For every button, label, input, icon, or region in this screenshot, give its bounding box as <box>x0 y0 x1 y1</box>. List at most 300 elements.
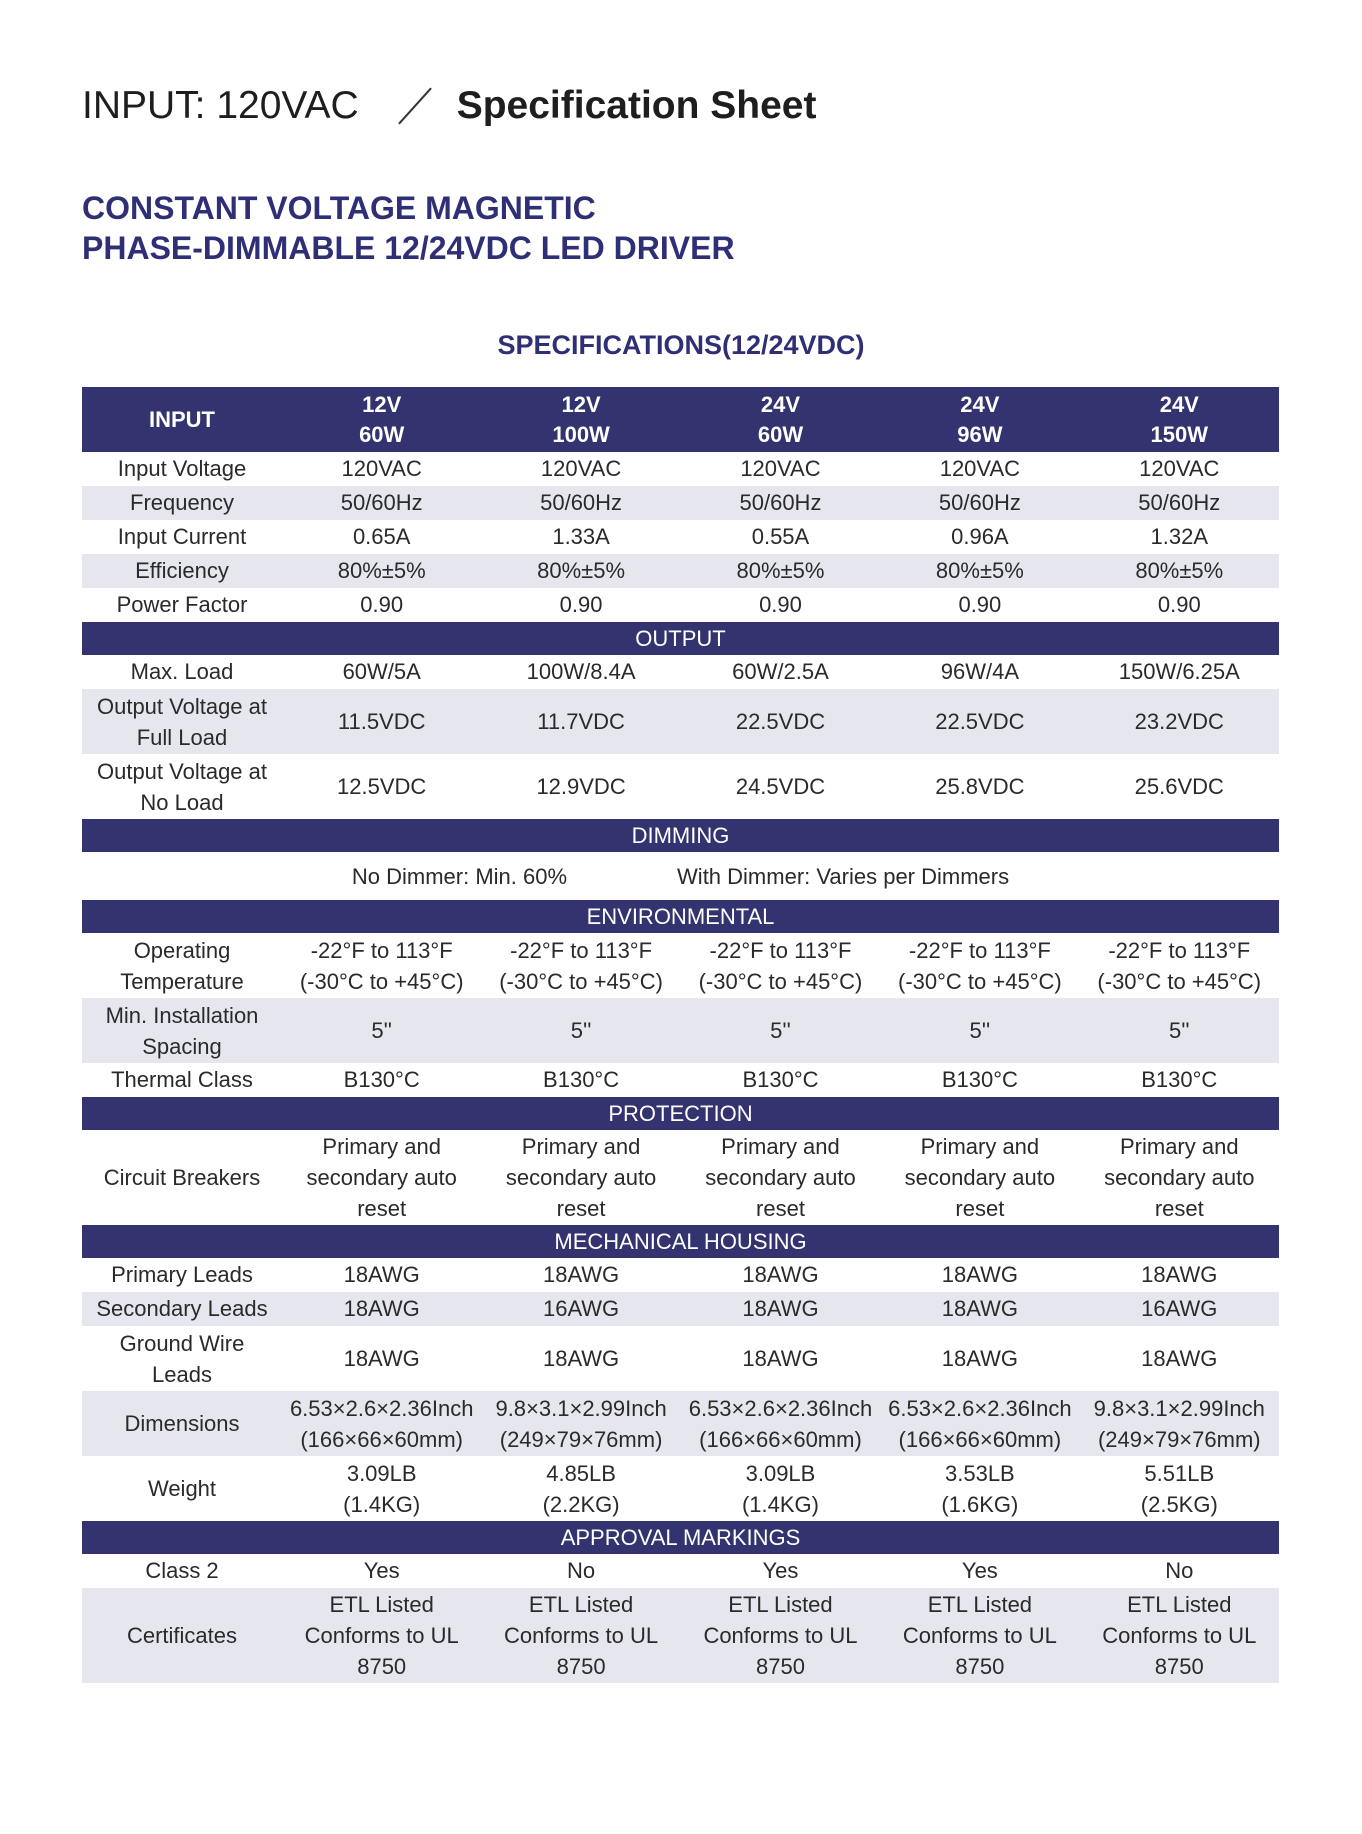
value-cell <box>681 1588 880 1683</box>
cell-line: 5.51LB <box>1144 1460 1215 1486</box>
value-cell <box>880 1292 1079 1326</box>
value-cell <box>681 1063 880 1097</box>
cell-line: (2.2KG) <box>542 1491 620 1517</box>
row-label <box>82 520 282 554</box>
model-column-header <box>282 387 481 452</box>
value-cell <box>282 1391 481 1456</box>
value-cell <box>1080 588 1279 622</box>
value-cell <box>880 754 1079 819</box>
primary-leads-row <box>82 1258 1279 1292</box>
cell-line: 96W/4A <box>940 659 1019 684</box>
value-cell <box>1080 754 1279 819</box>
cell-line: secondary auto <box>505 1165 657 1190</box>
value-cell <box>1080 1456 1279 1521</box>
value-cell <box>880 1391 1079 1456</box>
cell-line: Certificates <box>126 1623 238 1648</box>
value-cell <box>282 1588 481 1683</box>
value-cell <box>282 1063 481 1097</box>
page-header <box>82 78 816 134</box>
cell-line: 9.8×3.1×2.99Inch <box>1093 1395 1265 1421</box>
value-cell <box>681 1554 880 1588</box>
weight-row <box>82 1456 1279 1521</box>
cell-line: 18AWG <box>742 1262 819 1287</box>
cell-line: 0.90 <box>559 592 603 617</box>
row-label <box>82 1258 282 1292</box>
cell-line: ETL Listed <box>329 1592 434 1617</box>
cell-line: Secondary Leads <box>96 1296 268 1321</box>
input-row <box>82 554 1279 588</box>
cell-line: ETL Listed <box>528 1592 634 1617</box>
cell-line: Max. Load <box>130 659 234 684</box>
cell-line: Conforms to UL <box>703 1623 858 1648</box>
cell-line: (2.5KG) <box>1140 1491 1218 1517</box>
cell-line: 60W <box>359 421 405 447</box>
approval-section-band <box>82 1521 1279 1554</box>
header-input-label: INPUT <box>82 387 282 452</box>
value-cell <box>880 452 1079 486</box>
row-label <box>82 655 282 689</box>
value-cell <box>1080 554 1279 588</box>
cell-line: Class 2 <box>145 1558 219 1583</box>
cell-line: (166×66×60mm) <box>300 1426 464 1452</box>
cell-line: (166×66×60mm) <box>898 1426 1062 1452</box>
cell-line: 11.7VDC <box>537 709 625 734</box>
thermal-class-row <box>82 1063 1279 1097</box>
input-voltage-heading: INPUT: 120VAC <box>82 84 359 127</box>
cell-line: -22°F to 113°F <box>310 937 453 963</box>
specifications-caption: SPECIFICATIONS(12/24VDC) <box>497 330 865 360</box>
value-cell <box>481 1258 680 1292</box>
value-cell <box>880 1130 1079 1225</box>
value-cell <box>481 1456 680 1521</box>
table-header-row <box>82 387 1279 452</box>
value-cell <box>481 520 680 554</box>
value-cell <box>481 1292 680 1326</box>
section-band-label: MECHANICAL HOUSING <box>82 1225 1279 1258</box>
cell-line: 5'' <box>770 1018 791 1043</box>
cell-line: 11.5VDC <box>337 709 426 734</box>
cell-line: Primary and <box>322 1134 441 1159</box>
value-cell <box>880 655 1079 689</box>
cell-line: -22°F to 113°F <box>1108 937 1251 963</box>
sheet-title: Specification Sheet <box>456 84 817 127</box>
no-dimmer-text: No Dimmer: Min. 60% <box>351 863 568 889</box>
cell-line: 24.5VDC <box>735 774 826 799</box>
value-cell <box>282 1130 481 1225</box>
value-cell <box>481 452 680 486</box>
section-band-label: PROTECTION <box>82 1097 1279 1130</box>
cell-line: 1.33A <box>552 524 610 549</box>
cell-line: B130°C <box>1141 1067 1218 1092</box>
cell-line: Operating <box>133 937 231 963</box>
row-label <box>82 1588 282 1683</box>
cell-line: (-30°C to +45°C) <box>499 968 663 994</box>
cell-line: No <box>1165 1558 1194 1583</box>
value-cell <box>880 1588 1079 1683</box>
input-row <box>82 588 1279 622</box>
value-cell <box>681 588 880 622</box>
cell-line: 100W <box>552 421 610 447</box>
value-cell <box>880 588 1079 622</box>
cell-line: 12V <box>561 391 601 417</box>
cell-line: 16AWG <box>1141 1296 1218 1321</box>
cell-line: 120VAC <box>341 456 422 481</box>
cell-line: 0.55A <box>751 524 810 549</box>
cell-line: reset <box>955 1196 1005 1221</box>
cell-line: 80%±5% <box>537 558 626 583</box>
cell-line: Output Voltage at <box>96 758 268 784</box>
value-cell <box>681 520 880 554</box>
value-cell <box>282 1292 481 1326</box>
cell-line: -22°F to 113°F <box>510 937 653 963</box>
value-cell <box>481 1063 680 1097</box>
cell-line: (-30°C to +45°C) <box>898 968 1062 994</box>
input-row <box>82 452 1279 486</box>
cell-line: No Load <box>140 789 224 815</box>
max-load-row <box>82 655 1279 689</box>
value-cell <box>282 1258 481 1292</box>
installation-spacing-row <box>82 998 1279 1063</box>
section-band-label: OUTPUT <box>82 622 1279 655</box>
product-title-line-1: CONSTANT VOLTAGE MAGNETIC <box>82 190 596 226</box>
row-label <box>82 588 282 622</box>
value-cell <box>481 754 680 819</box>
cell-line: Yes <box>762 1558 799 1583</box>
value-cell <box>681 998 880 1063</box>
cell-line: 3.09LB <box>745 1460 816 1486</box>
cell-line: 50/60Hz <box>938 490 1021 515</box>
row-label <box>82 1391 282 1456</box>
section-band-label: ENVIRONMENTAL <box>82 900 1279 933</box>
cell-line: (-30°C to +45°C) <box>299 968 464 994</box>
cell-line: 25.8VDC <box>935 774 1025 799</box>
section-band-label: APPROVAL MARKINGS <box>82 1521 1279 1554</box>
row-label <box>82 933 282 998</box>
value-cell <box>880 998 1079 1063</box>
row-label <box>82 1456 282 1521</box>
cell-line: 80%±5% <box>935 558 1024 583</box>
cell-line: 50/60Hz <box>739 490 822 515</box>
cell-line: 0.90 <box>958 592 1002 617</box>
cell-line: Input Voltage <box>117 456 247 481</box>
value-cell <box>681 1130 880 1225</box>
cell-line: 8750 <box>756 1654 805 1679</box>
value-cell <box>681 1391 880 1456</box>
value-cell <box>681 1456 880 1521</box>
cell-line: Thermal Class <box>111 1067 253 1092</box>
cell-line: secondary auto <box>904 1165 1056 1190</box>
cell-line: 96W <box>957 421 1003 447</box>
cell-line: Conforms to UL <box>1102 1623 1257 1648</box>
cell-line: 9.8×3.1×2.99Inch <box>495 1395 667 1421</box>
value-cell <box>1080 933 1279 998</box>
cell-line: (166×66×60mm) <box>699 1426 862 1452</box>
value-cell <box>481 655 680 689</box>
cell-line: (1.6KG) <box>941 1491 1019 1517</box>
cell-line: (1.4KG) <box>343 1491 421 1517</box>
cell-line: 6.53×2.6×2.36Inch <box>289 1395 474 1421</box>
value-cell <box>282 588 481 622</box>
value-cell <box>681 452 880 486</box>
cell-line: No <box>567 1558 596 1583</box>
value-cell <box>282 452 481 486</box>
model-column-header <box>1080 387 1279 452</box>
cell-line: Ground Wire <box>119 1330 245 1356</box>
cell-line: 18AWG <box>343 1262 420 1287</box>
cell-line: 80%±5% <box>736 558 825 583</box>
cell-line: 80%±5% <box>1135 558 1224 583</box>
cell-line: 120VAC <box>740 456 821 481</box>
with-dimmer-text: With Dimmer: Varies per Dimmers <box>677 863 1010 889</box>
cell-line: reset <box>756 1196 805 1221</box>
secondary-leads-row <box>82 1292 1279 1326</box>
cell-line: Primary and <box>721 1134 840 1159</box>
value-cell <box>880 1554 1079 1588</box>
cell-line: secondary auto <box>306 1165 457 1190</box>
cell-line: Input Current <box>117 524 247 549</box>
cell-line: secondary auto <box>705 1165 856 1190</box>
value-cell <box>282 520 481 554</box>
cell-line: Conforms to UL <box>902 1623 1057 1648</box>
dimming-section-band <box>82 819 1279 852</box>
value-cell <box>880 554 1079 588</box>
value-cell <box>1080 1130 1279 1225</box>
model-column-header <box>681 387 880 452</box>
value-cell <box>481 554 680 588</box>
value-cell <box>681 1258 880 1292</box>
cell-line: 22.5VDC <box>935 709 1025 734</box>
cell-line: 50/60Hz <box>1138 490 1221 515</box>
value-cell <box>481 1554 680 1588</box>
class-2-row <box>82 1554 1279 1588</box>
value-cell <box>481 1391 680 1456</box>
value-cell <box>1080 452 1279 486</box>
cell-line: 3.09LB <box>346 1460 417 1486</box>
cell-line: Conforms to UL <box>304 1623 459 1648</box>
cell-line: Power Factor <box>116 592 248 617</box>
cell-line: (1.4KG) <box>741 1491 819 1517</box>
value-cell <box>880 486 1079 520</box>
value-cell <box>481 1130 680 1225</box>
cell-line: Primary and <box>1119 1134 1239 1159</box>
value-cell <box>282 1326 481 1391</box>
value-cell <box>1080 1292 1279 1326</box>
cell-line: 8750 <box>955 1654 1005 1679</box>
cell-line: 5'' <box>1168 1018 1190 1043</box>
row-label <box>82 689 282 754</box>
cell-line: secondary auto <box>1104 1165 1255 1190</box>
section-band-label: DIMMING <box>82 819 1279 852</box>
cell-line: Efficiency <box>135 558 229 583</box>
cell-line: 5'' <box>371 1018 393 1043</box>
cell-line: ETL Listed <box>927 1592 1033 1617</box>
product-title-line-2: PHASE-DIMMABLE 12/24VDC LED DRIVER <box>82 230 735 266</box>
cell-line: Output Voltage at <box>96 693 268 719</box>
value-cell <box>681 554 880 588</box>
value-cell <box>681 1292 880 1326</box>
slash-divider <box>397 86 433 126</box>
input-row <box>82 520 1279 554</box>
dimming-text <box>82 852 1279 900</box>
output-section-band <box>82 622 1279 655</box>
product-title <box>82 188 735 268</box>
value-cell <box>282 933 481 998</box>
row-label <box>82 754 282 819</box>
value-cell <box>481 486 680 520</box>
cell-line: 12.5VDC <box>337 774 427 799</box>
value-cell <box>1080 689 1279 754</box>
cell-line: 12.9VDC <box>536 774 626 799</box>
value-cell <box>282 998 481 1063</box>
row-label <box>82 452 282 486</box>
cell-line: 22.5VDC <box>735 709 826 734</box>
cell-line: 18AWG <box>1141 1346 1218 1371</box>
cell-line: Yes <box>363 1558 400 1583</box>
value-cell <box>681 655 880 689</box>
cell-line: 5'' <box>969 1018 991 1043</box>
model-column-header <box>481 387 680 452</box>
cell-line: Spacing <box>142 1033 222 1059</box>
cell-line: (249×79×76mm) <box>1097 1426 1261 1452</box>
model-column-header <box>880 387 1079 452</box>
cell-line: (249×79×76mm) <box>499 1426 663 1452</box>
cell-line: (-30°C to +45°C) <box>1097 968 1262 994</box>
environmental-section-band <box>82 900 1279 933</box>
value-cell <box>481 998 680 1063</box>
cell-line: 50/60Hz <box>340 490 423 515</box>
cell-line: Weight <box>147 1476 217 1501</box>
cell-line: 12V <box>362 391 402 417</box>
row-label <box>82 998 282 1063</box>
specification-table <box>82 387 1279 1683</box>
cell-line: B130°C <box>941 1067 1018 1092</box>
value-cell <box>1080 520 1279 554</box>
cell-line: 0.90 <box>759 592 802 617</box>
cell-line: Primary and <box>521 1134 641 1159</box>
value-cell <box>481 933 680 998</box>
cell-line: Yes <box>961 1558 998 1583</box>
value-cell <box>880 933 1079 998</box>
value-cell <box>681 689 880 754</box>
cell-line: B130°C <box>742 1067 819 1092</box>
cell-line: -22°F to 113°F <box>908 937 1051 963</box>
cell-line: 23.2VDC <box>1134 709 1224 734</box>
cell-line: 25.6VDC <box>1134 774 1224 799</box>
cell-line: reset <box>357 1196 407 1221</box>
row-label <box>82 486 282 520</box>
value-cell <box>1080 1326 1279 1391</box>
cell-line: reset <box>556 1196 606 1221</box>
cell-line: 100W/8.4A <box>526 659 636 684</box>
row-label <box>82 1292 282 1326</box>
full-load-voltage-row <box>82 689 1279 754</box>
value-cell <box>1080 998 1279 1063</box>
cell-line: 8750 <box>357 1654 407 1679</box>
cell-line: ETL Listed <box>1127 1592 1232 1617</box>
value-cell <box>880 1258 1079 1292</box>
value-cell <box>282 1554 481 1588</box>
cell-line: 18AWG <box>742 1296 819 1321</box>
value-cell <box>681 1326 880 1391</box>
input-row <box>82 486 1279 520</box>
row-label <box>82 1130 282 1225</box>
value-cell <box>1080 1554 1279 1588</box>
cell-line: 24V <box>960 391 1000 417</box>
cell-line: 24V <box>1159 391 1199 417</box>
cell-line: 50/60Hz <box>540 490 623 515</box>
protection-section-band <box>82 1097 1279 1130</box>
cell-line: Full Load <box>136 724 228 750</box>
cell-line: 80%±5% <box>337 558 426 583</box>
cell-line: 24V <box>760 391 801 417</box>
value-cell <box>1080 1391 1279 1456</box>
cell-line: Leads <box>152 1361 212 1387</box>
cell-line: 6.53×2.6×2.36Inch <box>688 1395 873 1421</box>
cell-line: Circuit Breakers <box>103 1165 261 1190</box>
value-cell <box>481 1588 680 1683</box>
cell-line: 0.65A <box>352 524 411 549</box>
cell-line: 8750 <box>1154 1654 1204 1679</box>
value-cell <box>681 486 880 520</box>
value-cell <box>481 689 680 754</box>
value-cell <box>282 754 481 819</box>
cell-line: 6.53×2.6×2.36Inch <box>888 1395 1072 1421</box>
cell-line: 3.53LB <box>945 1460 1015 1486</box>
cell-line: 0.90 <box>360 592 404 617</box>
ground-wire-leads-row <box>82 1326 1279 1391</box>
cell-line: Temperature <box>120 968 244 994</box>
row-label <box>82 1326 282 1391</box>
value-cell <box>282 655 481 689</box>
cell-line: 120VAC <box>540 456 622 481</box>
value-cell <box>282 486 481 520</box>
value-cell <box>1080 1063 1279 1097</box>
value-cell <box>681 933 880 998</box>
cell-line: 18AWG <box>941 1262 1018 1287</box>
value-cell <box>481 588 680 622</box>
value-cell <box>880 1456 1079 1521</box>
cell-line: (-30°C to +45°C) <box>698 968 863 994</box>
cell-line: Conforms to UL <box>504 1623 659 1648</box>
mechanical-section-band <box>82 1225 1279 1258</box>
cell-line: Frequency <box>130 490 234 515</box>
value-cell <box>880 1326 1079 1391</box>
no-load-voltage-row <box>82 754 1279 819</box>
value-cell <box>681 754 880 819</box>
value-cell <box>1080 1258 1279 1292</box>
cell-line: 60W/5A <box>342 659 421 684</box>
cell-line: 18AWG <box>343 1346 420 1371</box>
cell-line: 4.85LB <box>546 1460 616 1486</box>
cell-line: Dimensions <box>124 1411 240 1436</box>
cell-line: 18AWG <box>1141 1262 1218 1287</box>
cell-line: 18AWG <box>941 1346 1018 1371</box>
operating-temperature-row <box>82 933 1279 998</box>
value-cell <box>1080 1588 1279 1683</box>
cell-line: ETL Listed <box>728 1592 833 1617</box>
certificates-row <box>82 1588 1279 1683</box>
value-cell <box>481 1326 680 1391</box>
row-label <box>82 554 282 588</box>
cell-line: reset <box>1154 1196 1204 1221</box>
value-cell <box>1080 486 1279 520</box>
value-cell <box>282 689 481 754</box>
cell-line: 18AWG <box>542 1346 620 1371</box>
cell-line: Primary Leads <box>111 1262 253 1287</box>
cell-line: 120VAC <box>939 456 1021 481</box>
cell-line: -22°F to 113°F <box>709 937 852 963</box>
circuit-breakers-row <box>82 1130 1279 1225</box>
